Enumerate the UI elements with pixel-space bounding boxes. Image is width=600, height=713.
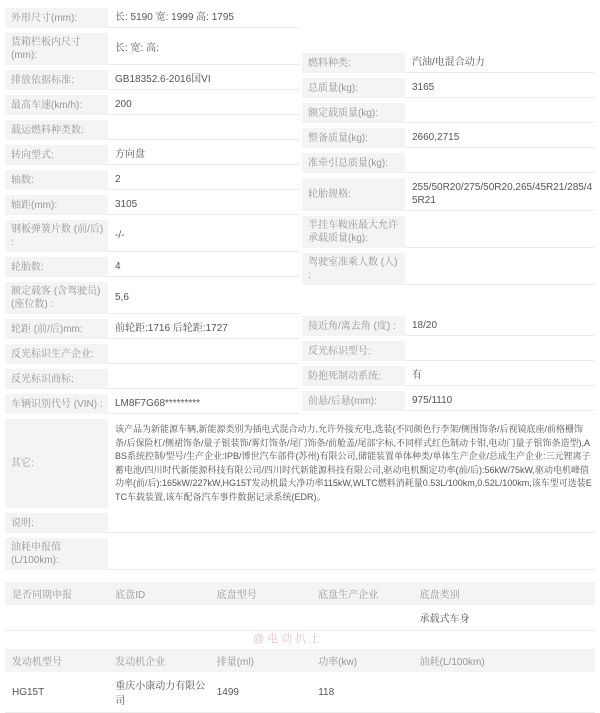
spec-row	[302, 316, 595, 336]
table-cell	[311, 613, 412, 623]
spec-row	[302, 128, 595, 148]
spec-value	[108, 538, 595, 570]
spec-row	[5, 170, 300, 190]
spec-columns	[5, 8, 595, 419]
spec-value	[405, 341, 595, 361]
table-cell: 承载式车身	[419, 614, 470, 625]
engine-table-header	[5, 649, 595, 672]
column-header: 底盘生产企业	[318, 590, 379, 601]
spec-row	[5, 513, 595, 533]
spec-value: 汽油/电混合动力	[405, 53, 595, 73]
column-header: 底盘ID	[115, 590, 146, 601]
spec-row	[302, 178, 595, 211]
spec-label: 反光标识商标:	[5, 369, 108, 389]
column-header: 发动机企业	[115, 657, 166, 668]
spec-value: GB18352.6-2016国VI	[108, 70, 300, 90]
column-header: 发动机型号	[12, 657, 62, 668]
spec-label: 轮胎数:	[5, 257, 108, 277]
column-header: 是否同期申报	[12, 590, 72, 601]
spec-label: 轮距 (前/后)mm:	[5, 319, 108, 339]
spec-row	[302, 391, 595, 411]
chassis-table-header	[5, 582, 595, 605]
spec-row	[302, 103, 595, 123]
spec-row	[5, 538, 595, 570]
spec-row	[302, 216, 595, 248]
spec-row	[5, 394, 300, 414]
spec-label: 燃料种类:	[302, 53, 405, 73]
spec-value: 4	[108, 257, 300, 277]
spec-label: 货箱栏板内尺寸(mm):	[5, 33, 108, 65]
engine-table	[5, 649, 595, 713]
spec-label: 准牵引总质量(kg):	[302, 153, 405, 173]
spec-value	[108, 513, 595, 533]
spec-row	[5, 257, 300, 277]
spec-value: 200	[108, 95, 300, 115]
watermark: @电动扒士	[253, 633, 324, 645]
spec-row	[5, 282, 300, 314]
spec-value: LM8F7G68*********	[108, 394, 300, 414]
spec-label: 外形尺寸(mm):	[5, 8, 108, 28]
spec-label: 钢板弹簧片数 (前/后) :	[5, 220, 108, 252]
table-cell: 1499	[216, 686, 239, 698]
table-cell: 重庆小康动力有限公司	[115, 681, 206, 707]
spec-row	[5, 369, 300, 389]
column-header: 底盘型号	[216, 590, 257, 601]
spec-row	[302, 78, 595, 98]
spec-label: 额定载客 (含驾驶员) (座位数) :	[5, 282, 108, 314]
table-cell	[108, 613, 209, 623]
spec-label: 整备质量(kg):	[302, 128, 405, 148]
remarks-row	[5, 419, 595, 508]
spec-value: 3105	[108, 195, 300, 215]
column-header: 排量(ml)	[216, 657, 254, 668]
spec-label: 说明:	[5, 513, 108, 533]
chassis-table	[5, 582, 595, 631]
spec-row	[302, 253, 595, 285]
spec-column-right	[300, 53, 595, 419]
spec-label: 接近角/离去角 (度) :	[302, 316, 405, 336]
spec-row	[5, 344, 300, 364]
table-cell	[413, 687, 595, 697]
spec-label: 前悬/后悬(mm):	[302, 391, 405, 411]
spec-label: 轴距(mm):	[5, 195, 108, 215]
spec-row	[5, 70, 300, 90]
spec-value: 方向盘	[108, 145, 300, 165]
spec-label: 反光标识生产企业:	[5, 344, 108, 364]
column-header: 功率(kw)	[318, 657, 358, 668]
spec-value: -/-	[108, 220, 300, 252]
spec-label: 载运燃料种类数:	[5, 120, 108, 140]
spec-row	[302, 366, 595, 386]
spec-row	[5, 95, 300, 115]
spec-label: 排放依据标准:	[5, 70, 108, 90]
remarks-text: 该产品为新能源车辆,新能源类别为插电式混合动力,允许外接充电,选装(不同颜色行李架/侧围饰条/后视镜底座/前格栅饰条/后保险杠/侧裙饰条/量子银装饰/雾灯饰条/尾门饰条/前舱盖/尾部字标,不同样式红色制动卡钳,电动门量子银饰条造型),ABS系统控制/型号/生产企业:IPB/博世汽车部件(苏州)有限公司,储能装置单体种类/单体生产企业/总成生产企业:三元锂离子蓄电池/四川时代新能源科技有限公司/四川时代新能源科技有限公司,驱动电机额定功率(前/后):56kW/75kW,驱动电机峰值功率(前/后):165kW/227kW,HG15T发动机最大净功率115kW,WLTC燃料消耗量0.53L/100km,0.52L/100km,该车型可选装ETC车载装置,该车配备汽车事件数据记录系统(EDR)。	[115, 424, 592, 502]
spec-value: 2660,2715	[405, 128, 595, 148]
spec-row	[5, 120, 300, 140]
table-cell	[210, 613, 311, 623]
spec-row	[5, 33, 300, 65]
spec-label: 轮胎规格:	[302, 178, 405, 211]
spec-label: 反光标识型号:	[302, 341, 405, 361]
spec-label: 最高车速(km/h):	[5, 95, 108, 115]
spec-label: 额定载质量(kg):	[302, 103, 405, 123]
spec-value	[108, 344, 300, 364]
spec-label: 转向型式:	[5, 145, 108, 165]
spec-row	[5, 145, 300, 165]
table-row	[5, 672, 595, 713]
spec-value: 前轮距:1716 后轮距:1727	[108, 319, 300, 339]
spec-row	[302, 153, 595, 173]
spec-value: 2	[108, 170, 300, 190]
table-cell	[5, 613, 108, 623]
spec-row	[302, 53, 595, 73]
spec-value: 975/1110	[405, 391, 595, 411]
table-cell: 118	[318, 686, 335, 698]
spec-label: 车辆识别代号 (VIN) :	[5, 394, 108, 414]
spec-column-left	[5, 8, 300, 419]
spec-row	[5, 195, 300, 215]
column-header: 油耗(L/100km)	[419, 657, 485, 668]
full-width-rows	[5, 419, 595, 570]
spec-label: 轴数:	[5, 170, 108, 190]
spec-value	[405, 103, 595, 123]
spec-label: 半挂车鞍座最大允许承载质量(kg):	[302, 216, 405, 248]
spec-label: 油耗申报值(L/100km):	[5, 538, 108, 570]
spec-value: 18/20	[405, 316, 595, 336]
spec-value: 3165	[405, 78, 595, 98]
spec-value: 有	[405, 366, 595, 386]
spec-value: 长: 宽: 高:	[108, 33, 300, 65]
table-cell: HG15T	[12, 686, 45, 698]
spec-value: 5,6	[108, 282, 300, 314]
spec-row	[5, 319, 300, 339]
spec-label: 防抱死制动系统:	[302, 366, 405, 386]
spec-label: 其它:	[5, 419, 108, 508]
spec-value	[108, 120, 300, 140]
spec-row	[5, 8, 300, 28]
spec-value: 255/50R20/275/50R20,265/45R21/285/45R21	[405, 178, 595, 211]
spec-value: 长: 5190 宽: 1999 高: 1795	[108, 8, 300, 28]
column-header: 底盘类别	[419, 590, 460, 601]
spec-row	[302, 341, 595, 361]
spec-row	[5, 220, 300, 252]
spec-value	[108, 369, 300, 389]
spec-value	[405, 216, 595, 248]
spec-value	[405, 253, 595, 285]
spec-value	[405, 153, 595, 173]
table-row	[5, 605, 595, 631]
spec-label: 总质量(kg):	[302, 78, 405, 98]
spec-label: 驾驶室准乘人数 (人) :	[302, 253, 405, 285]
